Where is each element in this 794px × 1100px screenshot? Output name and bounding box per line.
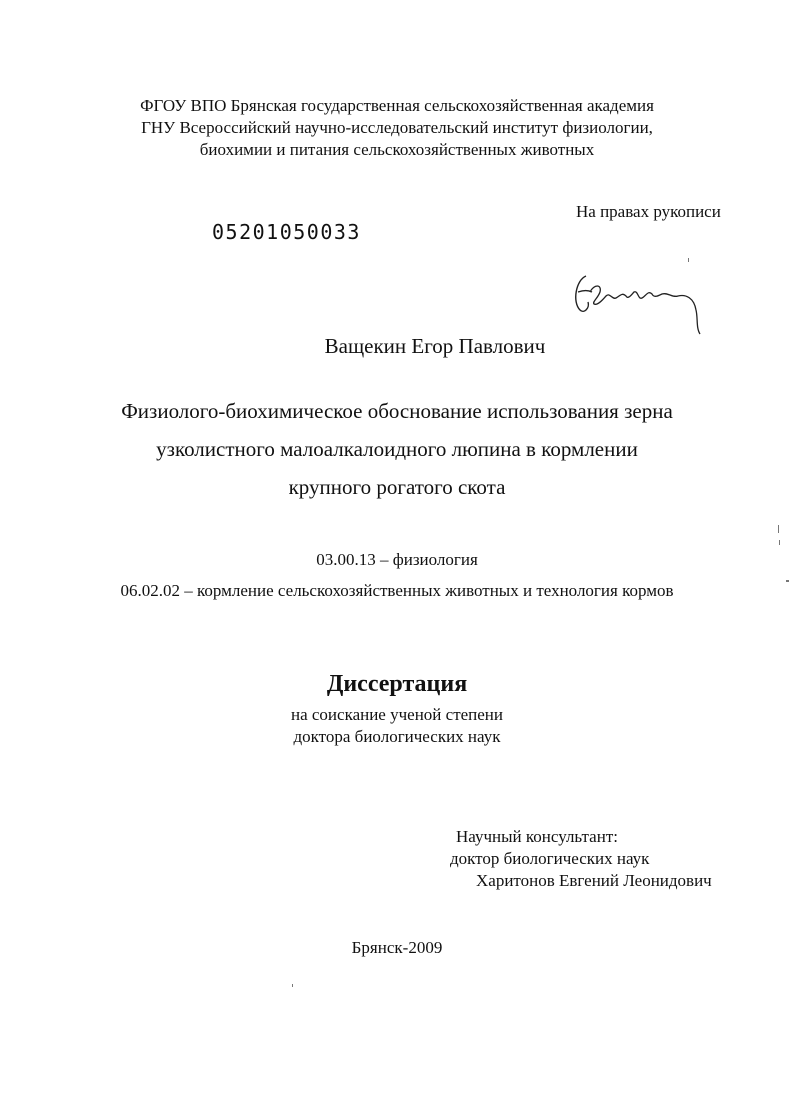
header-line-3: биохимии и питания сельскохозяйственных животных (199, 140, 595, 159)
scan-speck (688, 258, 689, 262)
registration-code: 05201050033 (212, 220, 361, 244)
degree-line-1: на соискание ученой степени (290, 705, 504, 724)
consultant-name: Харитонов Евгений Леонидович (476, 871, 712, 890)
scientific-consultant (450, 826, 712, 892)
specialty-1: 03.00.13 – физиология (316, 550, 478, 569)
header-line-1: ФГОУ ВПО Брянская государственная сельскохозяйственная академия (140, 96, 654, 115)
consultant-degree: доктор биологических наук (450, 849, 650, 868)
header-line-2: ГНУ Всероссийский научно-исследовательский институт физиологии, (141, 118, 653, 137)
scan-speck (778, 525, 779, 533)
author-name: Ващекин Егор Павлович (324, 334, 546, 358)
place-and-year: Брянск-2009 (351, 938, 443, 957)
signature-image (568, 262, 708, 342)
specialty-2: 06.02.02 – кормление сельскохозяйственных животных и технология кормов (120, 581, 674, 600)
institution-header (0, 95, 794, 161)
scan-speck (779, 540, 780, 545)
title-line-1: Физиолого-биохимическое обоснование использования зерна (121, 399, 673, 423)
document-type: Диссертация (326, 671, 468, 697)
scan-speck (786, 580, 789, 582)
rights-note: На правах рукописи (576, 202, 721, 221)
degree-sought (0, 704, 794, 748)
scan-speck (292, 984, 293, 987)
degree-line-2: доктора биологических наук (293, 727, 501, 746)
dissertation-title (0, 392, 794, 506)
consultant-label: Научный консультант: (456, 827, 618, 846)
title-line-3: крупного рогатого скота (288, 475, 506, 499)
title-line-2: узколистного малоалкалоидного люпина в кормлении (156, 437, 638, 461)
